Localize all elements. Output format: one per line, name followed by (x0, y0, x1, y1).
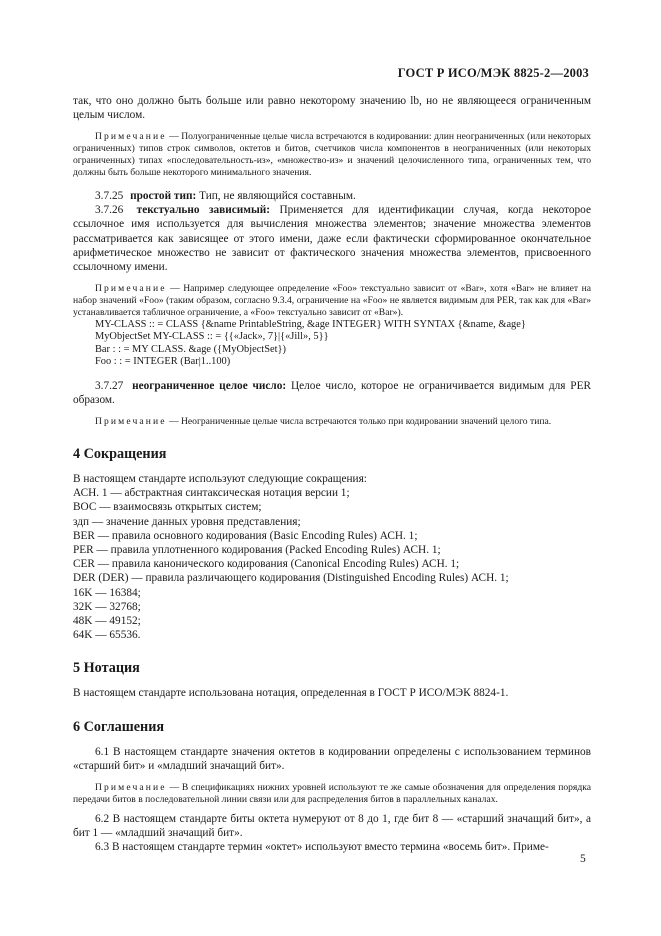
note-label: Примечание (95, 416, 167, 427)
abbreviation-item: 32K — 32768; (73, 600, 141, 613)
continuation-paragraph: так, что оно должно быть больше или равно некоторому значению lb, но не являющееся ограниченным целым числом. (73, 95, 591, 122)
abbreviations-lead: В настоящем стандарте используют следующие сокращения: (73, 472, 367, 485)
abbreviation-item: здп — значение данных уровня представления; (73, 515, 301, 528)
section-5-text: В настоящем стандарте использована нотация, определенная в ГОСТ Р ИСО/МЭК 8824-1. (73, 687, 509, 700)
clause-6-2: 6.2 В настоящем стандарте биты октета нумеруют от 8 до 1, где бит 8 — «старший значащий бит», а бит 1 — «младший значащий бит». (73, 812, 591, 839)
code-line: Bar : : = MY CLASS. &age ({MyObjectSet}) (95, 343, 286, 355)
clause-6-3: 6.3 В настоящем стандарте термин «октет» используют вместо термина «восемь бит». Приме- (95, 841, 549, 854)
term-unconstrained-integer: неограниченное целое число: (132, 379, 287, 392)
code-line: MY-CLASS :: = CLASS {&name PrintableString, &age INTEGER} WITH SYNTAX {&name, &age} (95, 318, 526, 330)
abbreviation-item: АСН. 1 — абстрактная синтаксическая нотация версии 1; (73, 487, 350, 500)
section-6-title: 6 Соглашения (73, 718, 165, 735)
abbreviations-list (73, 486, 591, 642)
definition-3-7-25: 3.7.25 простой тип: Тип, не являющийся составным. (95, 190, 356, 203)
term-textually-dependent: текстуально зависимый: (136, 204, 271, 217)
note-label: Примечание (95, 131, 167, 143)
code-line: Foo : : = INTEGER (Bar|1..100) (95, 356, 231, 368)
page-header: ГОСТ Р ИСО/МЭК 8825-2—2003 (397, 66, 589, 80)
definition-3-7-26: 3.7.26 текстуально зависимый: Применяется для идентификации случая, когда некоторое ссылочное имя используется для вычисления множества элементов; значение множества элементов рассматривается как зависящее от этого имени, даже если фактически сформированное окончательное арифметическое множество не зависит от фактического значения множества элементов, присвоенного ссылочному имени. (73, 204, 591, 274)
abbreviation-item: PER — правила уплотненного кодирования (Packed Encoding Rules) АСН. 1; (73, 543, 441, 556)
note-text: — Неограниченные целые числа встречаются только при кодировании значений целого типа. (168, 416, 552, 427)
note-label: Примечание (95, 283, 167, 295)
note-text: — Полуограниченные целые числа встречаются в кодировании: длин неограниченных (или некоторых ограниченных) типов строк символов, октетов и битов, счетчиков числа компонентов в неограниченных (или некоторых ограниченных) типах «последовательность-из», «множество-из» и значений целочисленного типа, ограниченных тем, что должны быть больше некоторого минимального значения. (73, 131, 592, 179)
abbreviation-item: BER — правила основного кодирования (Basic Encoding Rules) АСН. 1; (73, 529, 418, 542)
note-textually-dependent (73, 283, 591, 319)
note-text: — Например следующее определение «Foo» текстуально зависит от «Bar», хотя «Bar» не влияет на набор значений «Foo» (таким образом, согласно 9.3.4, ограничение на «Foo» не является видимым для PER, так как для «Bar» устанавливается табличное ограничение, а «Foo» текстуально зависит от «Bar»). (73, 283, 591, 319)
page-number: 5 (580, 853, 586, 865)
abbreviation-item: 16K — 16384; (73, 586, 141, 599)
note-semibounded (73, 131, 591, 179)
note-text: — В спецификациях нижних уровней используют те же самые обозначения для определения порядка передачи битов в последовательной линии связи или для распределения битов в параллельных каналах. (73, 781, 591, 805)
code-example (73, 319, 591, 369)
note-label: Примечание (95, 781, 167, 793)
abbreviation-item: 64K — 65536. (73, 629, 141, 642)
note-bit-order (73, 782, 591, 806)
abbreviation-item: ВОС — взаимосвязь открытых систем; (73, 501, 262, 514)
note-unconstrained-integer (73, 416, 591, 428)
abbreviation-item: DER (DER) — правила различающего кодирования (Distinguished Encoding Rules) АСН. 1; (73, 572, 509, 585)
clause-6-1: 6.1 В настоящем стандарте значения октетов в кодировании определены с использованием терминов «старший бит» и «младший значащий бит». (73, 745, 591, 772)
page-content (73, 94, 591, 854)
section-4-title: 4 Сокращения (73, 445, 167, 462)
abbreviation-item: 48K — 49152; (73, 614, 141, 627)
definition-3-7-27: 3.7.27 неограниченное целое число: Целое число, которое не ограничивается видимым для PER образом. (73, 379, 592, 406)
section-5-title: 5 Нотация (73, 660, 140, 677)
code-line: MyObjectSet MY-CLASS :: = {{«Jack», 7}|{«Jill», 5}} (95, 331, 329, 343)
abbreviation-item: CER — правила канонического кодирования (Canonical Encoding Rules) АСН. 1; (73, 558, 460, 571)
term-simple-type: простой тип: (130, 190, 197, 203)
